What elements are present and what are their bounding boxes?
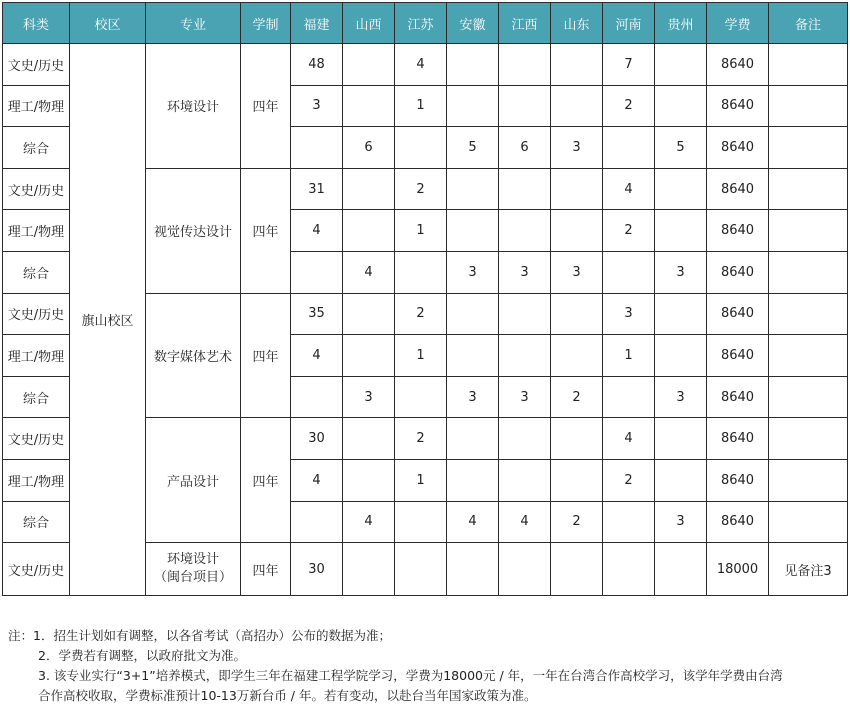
enrollment-table — [2, 2, 848, 596]
duration-cell: 四年 — [241, 44, 291, 169]
footnote-2: 2．学费若有调整，以政府批文为准。 — [38, 648, 246, 663]
quota-cell-jiangxi — [499, 168, 551, 210]
campus-cell: 旗山校区 — [70, 44, 146, 596]
footnote-prefix: 注： — [8, 628, 34, 643]
remarks-cell — [769, 376, 848, 418]
quota-cell-henan: 2 — [603, 85, 655, 127]
quota-cell-shandong — [551, 44, 603, 86]
remarks-cell — [769, 501, 848, 543]
header-remarks: 备注 — [769, 3, 848, 44]
quota-cell-jiangxi: 3 — [499, 251, 551, 293]
remarks-cell: 见备注3 — [769, 543, 848, 596]
table-row — [3, 44, 848, 86]
header-campus: 校区 — [70, 3, 146, 44]
quota-cell-fujian — [291, 251, 343, 293]
quota-cell-shandong: 3 — [551, 127, 603, 169]
quota-cell-fujian — [291, 501, 343, 543]
quota-cell-jiangxi: 4 — [499, 501, 551, 543]
quota-cell-henan: 2 — [603, 459, 655, 501]
footnote-1-text: 1．招生计划如有调整，以各省考试（高招办）公布的数据为准； — [33, 628, 391, 643]
header-fee: 学费 — [707, 3, 769, 44]
quota-cell-jiangsu: 1 — [395, 210, 447, 252]
quota-cell-anhui — [447, 293, 499, 335]
quota-cell-anhui — [447, 168, 499, 210]
fee-cell: 8640 — [707, 44, 769, 86]
category-cell: 文史/历史 — [3, 418, 70, 460]
major-cell: 产品设计 — [146, 418, 241, 543]
quota-cell-guizhou — [655, 418, 707, 460]
category-cell: 文史/历史 — [3, 44, 70, 86]
quota-cell-henan: 7 — [603, 44, 655, 86]
quota-cell-anhui — [447, 335, 499, 377]
category-cell: 理工/物理 — [3, 210, 70, 252]
quota-cell-fujian — [291, 127, 343, 169]
quota-cell-guizhou — [655, 459, 707, 501]
quota-cell-guizhou: 5 — [655, 127, 707, 169]
duration-cell: 四年 — [241, 418, 291, 543]
quota-cell-guizhou — [655, 168, 707, 210]
quota-cell-fujian: 4 — [291, 335, 343, 377]
quota-cell-anhui — [447, 418, 499, 460]
quota-cell-guizhou: 3 — [655, 501, 707, 543]
duration-cell: 四年 — [241, 293, 291, 418]
quota-cell-guizhou — [655, 335, 707, 377]
quota-cell-anhui — [447, 543, 499, 596]
quota-cell-fujian: 4 — [291, 459, 343, 501]
category-cell: 文史/历史 — [3, 168, 70, 210]
quota-cell-jiangsu — [395, 251, 447, 293]
major-line-1: 环境设计 — [166, 552, 219, 568]
footnote-1 — [8, 626, 846, 646]
quota-cell-fujian: 35 — [291, 293, 343, 335]
quota-cell-shandong — [551, 293, 603, 335]
quota-cell-henan: 4 — [603, 418, 655, 460]
quota-cell-fujian: 31 — [291, 168, 343, 210]
fee-cell: 8640 — [707, 251, 769, 293]
quota-cell-anhui: 3 — [447, 376, 499, 418]
quota-cell-jiangsu: 4 — [395, 44, 447, 86]
fee-cell: 8640 — [707, 168, 769, 210]
header-guizhou: 贵州 — [655, 3, 707, 44]
quota-cell-jiangsu: 2 — [395, 293, 447, 335]
quota-cell-shanxi: 4 — [343, 501, 395, 543]
quota-cell-shandong — [551, 459, 603, 501]
footnotes — [8, 626, 846, 706]
quota-cell-henan: 3 — [603, 293, 655, 335]
quota-cell-guizhou — [655, 293, 707, 335]
quota-cell-henan — [603, 251, 655, 293]
quota-cell-anhui — [447, 459, 499, 501]
remarks-cell — [769, 251, 848, 293]
fee-cell: 8640 — [707, 293, 769, 335]
quota-cell-henan: 1 — [603, 335, 655, 377]
quota-cell-jiangsu — [395, 127, 447, 169]
quota-cell-jiangxi — [499, 418, 551, 460]
category-cell: 综合 — [3, 251, 70, 293]
quota-cell-jiangxi — [499, 335, 551, 377]
quota-cell-anhui: 3 — [447, 251, 499, 293]
quota-cell-jiangsu: 1 — [395, 335, 447, 377]
remarks-cell — [769, 44, 848, 86]
quota-cell-shanxi — [343, 210, 395, 252]
header-henan: 河南 — [603, 3, 655, 44]
quota-cell-henan: 2 — [603, 210, 655, 252]
quota-cell-shandong — [551, 210, 603, 252]
quota-cell-guizhou — [655, 543, 707, 596]
quota-cell-jiangsu: 2 — [395, 168, 447, 210]
major-cell: 环境设计 — [146, 44, 241, 169]
quota-cell-shanxi — [343, 335, 395, 377]
header-jiangsu: 江苏 — [395, 3, 447, 44]
header-anhui: 安徽 — [447, 3, 499, 44]
quota-cell-shanxi — [343, 293, 395, 335]
quota-cell-jiangxi: 6 — [499, 127, 551, 169]
quota-cell-shandong — [551, 335, 603, 377]
quota-cell-shanxi — [343, 44, 395, 86]
quota-cell-anhui: 5 — [447, 127, 499, 169]
fee-cell: 8640 — [707, 418, 769, 460]
fee-cell: 8640 — [707, 335, 769, 377]
footnote-3-line2: 合作高校收取，学费标准预计10-13万新台币 / 年。若有变动，以赴台当年国家政策为准。 — [38, 688, 537, 703]
quota-cell-shandong — [551, 85, 603, 127]
quota-cell-jiangsu — [395, 501, 447, 543]
category-cell: 理工/物理 — [3, 85, 70, 127]
remarks-cell — [769, 127, 848, 169]
remarks-cell — [769, 85, 848, 127]
quota-cell-shanxi — [343, 459, 395, 501]
quota-cell-jiangxi — [499, 543, 551, 596]
remarks-cell — [769, 418, 848, 460]
quota-cell-fujian: 30 — [291, 418, 343, 460]
quota-cell-guizhou — [655, 210, 707, 252]
major-cell: 数字媒体艺术 — [146, 293, 241, 418]
quota-cell-jiangxi — [499, 44, 551, 86]
category-cell: 理工/物理 — [3, 335, 70, 377]
quota-cell-jiangxi — [499, 459, 551, 501]
quota-cell-shanxi — [343, 543, 395, 596]
header-row — [3, 3, 848, 44]
quota-cell-jiangxi — [499, 210, 551, 252]
quota-cell-guizhou — [655, 85, 707, 127]
header-jiangxi: 江西 — [499, 3, 551, 44]
quota-cell-jiangxi — [499, 293, 551, 335]
remarks-cell — [769, 459, 848, 501]
quota-cell-henan — [603, 376, 655, 418]
quota-cell-jiangxi: 3 — [499, 376, 551, 418]
quota-cell-shandong — [551, 418, 603, 460]
remarks-cell — [769, 293, 848, 335]
quota-cell-anhui: 4 — [447, 501, 499, 543]
quota-cell-henan: 4 — [603, 168, 655, 210]
remarks-cell — [769, 210, 848, 252]
fee-cell: 8640 — [707, 127, 769, 169]
quota-cell-jiangsu: 1 — [395, 459, 447, 501]
fee-cell: 8640 — [707, 85, 769, 127]
category-cell: 综合 — [3, 501, 70, 543]
quota-cell-guizhou: 3 — [655, 376, 707, 418]
quota-cell-jiangsu: 2 — [395, 418, 447, 460]
quota-cell-fujian: 30 — [291, 543, 343, 596]
quota-cell-jiangsu: 1 — [395, 85, 447, 127]
quota-cell-shanxi: 6 — [343, 127, 395, 169]
quota-cell-fujian: 4 — [291, 210, 343, 252]
quota-cell-shanxi — [343, 85, 395, 127]
quota-cell-jiangsu — [395, 543, 447, 596]
quota-cell-fujian — [291, 376, 343, 418]
category-cell: 理工/物理 — [3, 459, 70, 501]
quota-cell-shandong: 2 — [551, 376, 603, 418]
quota-cell-anhui — [447, 210, 499, 252]
header-shanxi: 山西 — [343, 3, 395, 44]
fee-cell: 8640 — [707, 459, 769, 501]
quota-cell-henan — [603, 501, 655, 543]
quota-cell-henan — [603, 543, 655, 596]
footnote-3-line1: 3. 该专业实行“3+1”培养模式，即学生三年在福建工程学院学习，学费为18000元 / 年，一年在台湾合作高校学习，该学年学费由台湾 — [38, 668, 783, 683]
header-major: 专业 — [146, 3, 241, 44]
duration-cell: 四年 — [241, 543, 291, 596]
header-shandong: 山东 — [551, 3, 603, 44]
header-duration: 学制 — [241, 3, 291, 44]
category-cell: 综合 — [3, 376, 70, 418]
quota-cell-anhui — [447, 85, 499, 127]
quota-cell-shandong: 2 — [551, 501, 603, 543]
quota-cell-guizhou — [655, 44, 707, 86]
category-cell: 文史/历史 — [3, 543, 70, 596]
quota-cell-guizhou: 3 — [655, 251, 707, 293]
quota-cell-shandong — [551, 543, 603, 596]
quota-cell-shandong — [551, 168, 603, 210]
quota-cell-shanxi: 3 — [343, 376, 395, 418]
remarks-cell — [769, 335, 848, 377]
remarks-cell — [769, 168, 848, 210]
quota-cell-shandong: 3 — [551, 251, 603, 293]
quota-cell-jiangxi — [499, 85, 551, 127]
fee-cell: 8640 — [707, 210, 769, 252]
fee-cell: 8640 — [707, 376, 769, 418]
fee-cell: 18000 — [707, 543, 769, 596]
quota-cell-fujian: 48 — [291, 44, 343, 86]
category-cell: 文史/历史 — [3, 293, 70, 335]
major-cell: 视觉传达设计 — [146, 168, 241, 293]
header-fujian: 福建 — [291, 3, 343, 44]
major-line-2: （闽台项目） — [153, 570, 232, 586]
fee-cell: 8640 — [707, 501, 769, 543]
quota-cell-shanxi — [343, 418, 395, 460]
quota-cell-fujian: 3 — [291, 85, 343, 127]
major-cell — [146, 543, 241, 596]
category-cell: 综合 — [3, 127, 70, 169]
duration-cell: 四年 — [241, 168, 291, 293]
quota-cell-jiangsu — [395, 376, 447, 418]
quota-cell-anhui — [447, 44, 499, 86]
header-category: 科类 — [3, 3, 70, 44]
table-body — [3, 44, 848, 596]
quota-cell-shanxi — [343, 168, 395, 210]
quota-cell-henan — [603, 127, 655, 169]
quota-cell-shanxi: 4 — [343, 251, 395, 293]
